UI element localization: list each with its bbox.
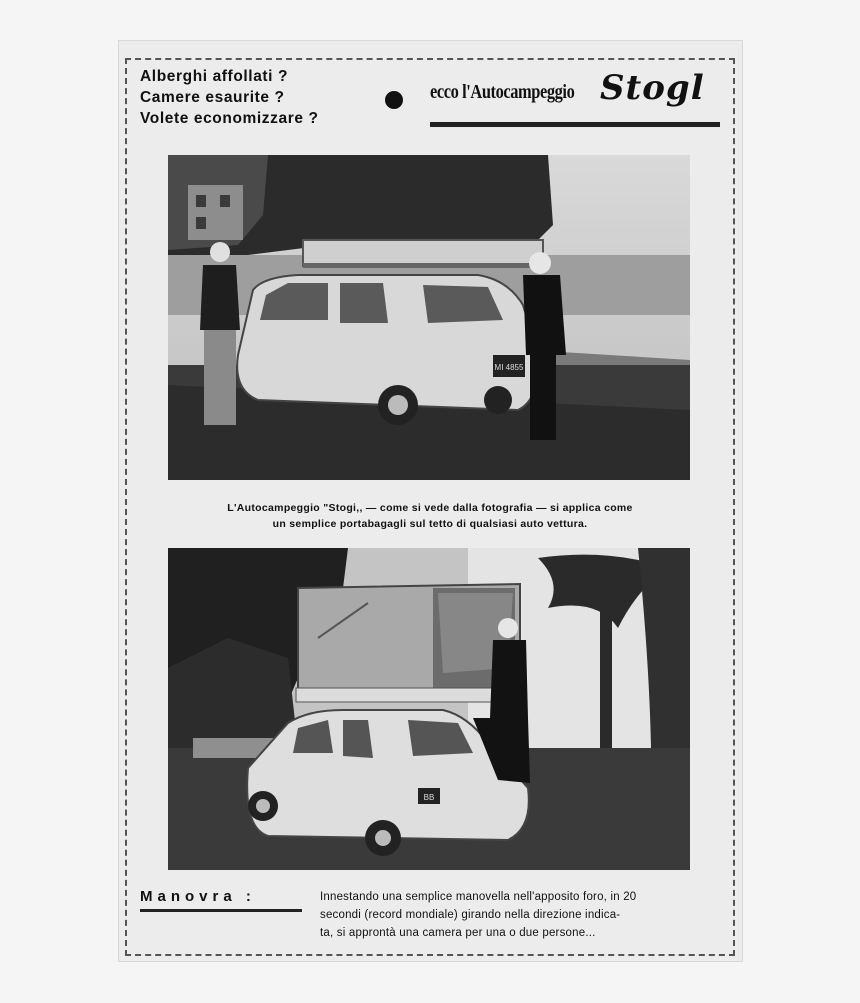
headline-questions [140, 66, 380, 129]
manovra-line-2: secondi (record mondiale) girando nella direzione indica- [320, 909, 621, 921]
headline-line-1: Alberghi affollati ? [140, 68, 289, 85]
photo-car-with-folded-roof-unit [168, 155, 690, 480]
photo-caption [135, 500, 725, 532]
manovra-line-3: ta, si approntà una camera per una o due persone... [320, 927, 596, 939]
brand-prefix: ecco l'Autocampeggio [430, 81, 575, 103]
manovra-line-1: Innestando una semplice manovella nell'apposito foro, in 20 [320, 891, 637, 903]
caption-line-1: L'Autocampeggio "Stogi,, — come si vede dalla fotografia — si applica come [227, 502, 633, 514]
brand-underline [430, 122, 720, 127]
brand-header [430, 68, 720, 132]
brand-logo: Stogl [600, 68, 705, 108]
manovra-underline [140, 909, 302, 912]
manovra-description [320, 888, 720, 942]
bottom-license-plate: BB [423, 793, 435, 802]
manovra-label: Manovra : [140, 888, 256, 905]
bullet-dot-icon [385, 91, 403, 109]
top-license-plate: MI 4855 [494, 363, 524, 372]
photo-car-with-deployed-roof-tent [168, 548, 690, 870]
headline-line-3: Volete economizzare ? [140, 110, 319, 127]
headline-line-2: Camere esaurite ? [140, 89, 285, 106]
caption-line-2: un semplice portabagagli sul tetto di qualsiasi auto vettura. [272, 518, 588, 530]
